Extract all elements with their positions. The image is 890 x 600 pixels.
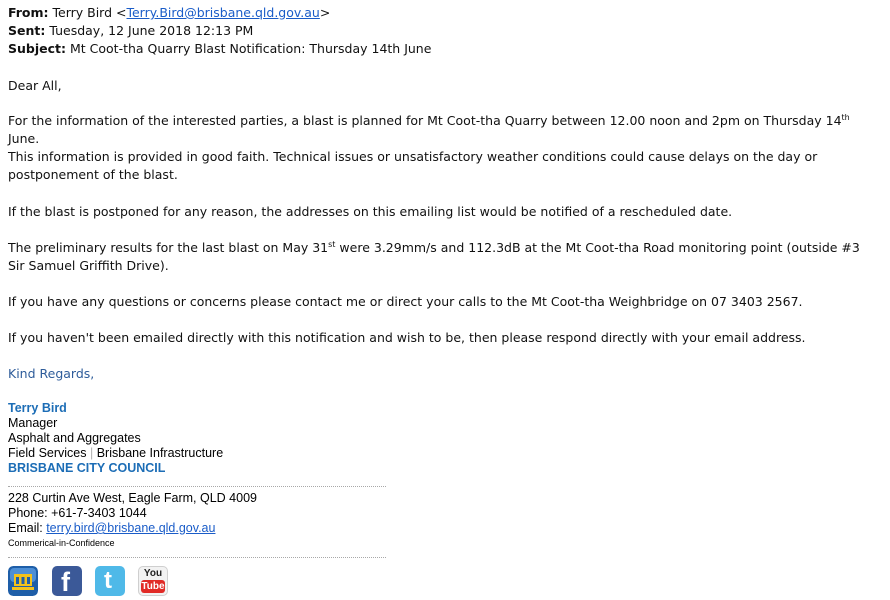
confidential-note: Commerical-in-Confidence xyxy=(8,538,115,548)
twitter-glyph: t xyxy=(104,567,112,594)
twitter-icon[interactable] xyxy=(95,566,125,596)
from-close: > xyxy=(319,5,331,20)
dept-infrastructure: Brisbane Infrastructure xyxy=(96,446,224,460)
signature-address: 228 Curtin Ave West, Eagle Farm, QLD 4009 xyxy=(8,491,257,505)
signature-title: Manager xyxy=(8,416,58,430)
sent-line xyxy=(8,23,253,39)
from-line xyxy=(8,5,330,21)
subject-value: Mt Coot-tha Quarry Blast Notification: Thursday 14th June xyxy=(69,41,432,56)
paragraph-good-faith: This information is provided in good faith. Technical issues or unsatisfactory weather conditions could cause delays on the day or postponement of the blast. xyxy=(8,149,818,182)
from-email-link[interactable]: Terry.Bird@brisbane.qld.gov.au xyxy=(126,5,320,20)
greeting: Dear All, xyxy=(8,78,62,93)
from-name: Terry Bird < xyxy=(52,5,127,20)
p4-sup: st xyxy=(328,239,336,249)
facebook-glyph: f xyxy=(61,567,70,596)
paragraph-questions: If you have any questions or concerns please contact me or direct your calls to the Mt Coot-tha Weighbridge on 07 3403 2567. xyxy=(8,294,803,309)
paragraph-subscribe: If you haven't been emailed directly with this notification and wish to be, then please respond directly with your email address. xyxy=(8,330,806,345)
signature-unit: Asphalt and Aggregates xyxy=(8,431,141,445)
subject-line xyxy=(8,41,431,57)
sent-value: Tuesday, 12 June 2018 12:13 PM xyxy=(49,23,254,38)
signature-phone: Phone: +61-7-3403 1044 xyxy=(8,506,147,520)
paragraph-results xyxy=(8,239,878,275)
p4-text-a: The preliminary results for the last blast on May 31 xyxy=(8,240,329,255)
sent-label: Sent: xyxy=(8,23,46,38)
paragraph-postponed: If the blast is postponed for any reason, the addresses on this emailing list would be notified of a rescheduled date. xyxy=(8,204,733,219)
facebook-icon[interactable] xyxy=(52,566,82,596)
youtube-icon[interactable] xyxy=(138,566,168,596)
signature-email-link[interactable]: terry.bird@brisbane.qld.gov.au xyxy=(46,521,216,535)
p1-sup: th xyxy=(841,112,850,122)
subject-label: Subject: xyxy=(8,41,66,56)
signature-department xyxy=(8,446,223,461)
council-app-icon[interactable] xyxy=(8,566,38,596)
divider-bottom xyxy=(8,557,386,558)
paragraph-blast-plan xyxy=(8,112,878,148)
closing: Kind Regards, xyxy=(8,366,95,381)
youtube-tube: Tube xyxy=(141,581,165,592)
signature-email-line xyxy=(8,521,215,536)
p1-text-a: For the information of the interested parties, a blast is planned for Mt Coot-tha Quarry between 12.00 noon and 2pm on Thursday 14 xyxy=(8,113,842,128)
p4-text-b: were 3.29mm/s and 112.3dB at the Mt Coot-tha Road monitoring point (outside #3 Sir Samuel Griffith Drive). xyxy=(8,240,860,273)
youtube-you: You xyxy=(143,568,163,579)
council-name: BRISBANE CITY COUNCIL xyxy=(8,461,166,475)
dept-separator: | xyxy=(89,446,94,460)
email-label: Email: xyxy=(8,521,47,535)
dept-field-services: Field Services xyxy=(8,446,87,460)
signature-name: Terry Bird xyxy=(8,401,67,415)
p1-text-b: June. xyxy=(8,131,40,146)
from-label: From: xyxy=(8,5,49,20)
divider-top xyxy=(8,486,386,487)
